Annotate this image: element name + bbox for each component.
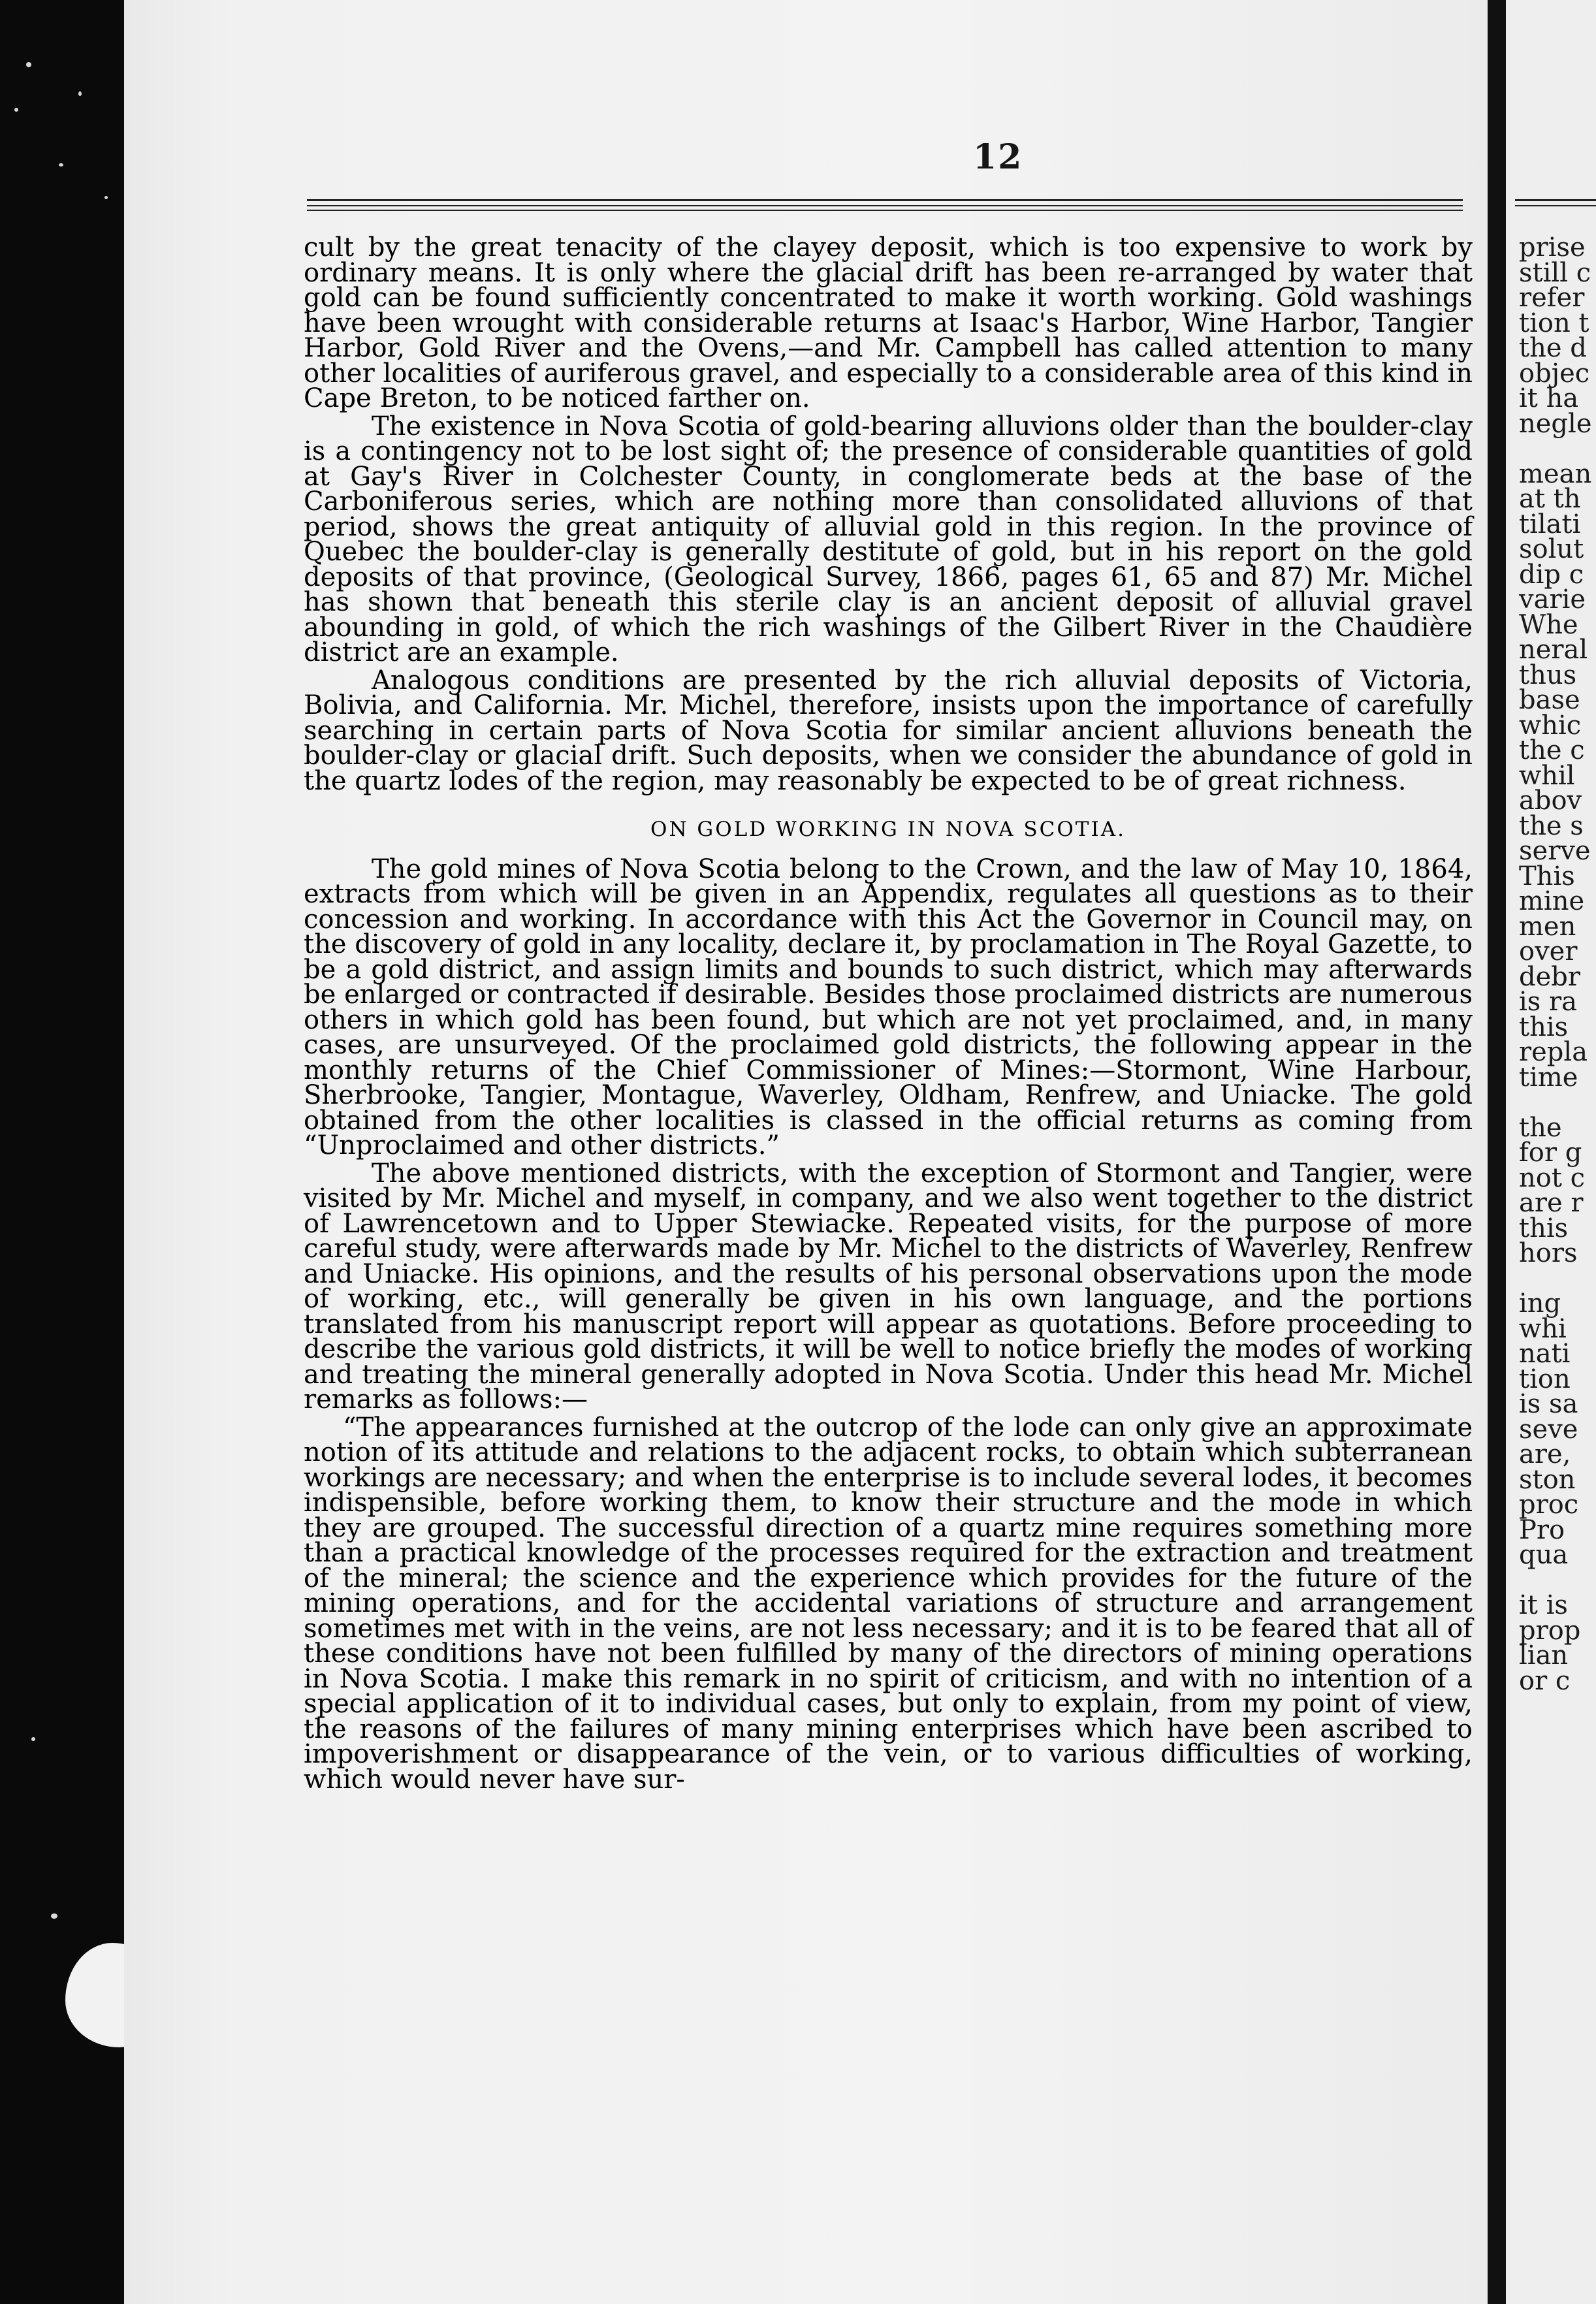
facing-page-line: at th bbox=[1519, 484, 1581, 514]
facing-page-line: this bbox=[1519, 1012, 1569, 1042]
quotation-paragraph: “The appearances furnished at the outcrop of the lode can only give an approximate notion of its attitude and relations to the adjacent rocks, to obtain which subterranean workings are necessary; and when the enterprise is to include several lodes, it becomes indispensible, before working them, to know their structure and the mode in which they are grouped. The successful direction of a quartz mine requires something more than a practical knowledge of the processes required for the extraction and treatment of the mineral; the science and the experience which provides for the future of the mining operations, and for the accidental variations of structure and arrangement sometimes met with in the veins, are not less necessary; and it is to be feared that all of these conditions have not been fulfilled by many of the directors of mining operations in Nova Scotia. I make this remark in no spirit of criticism, and with no intention of a special application of it to individual cases, but only to explain, from my point of view, the reasons of the failures of many mining enterprises which have been ascribed to impoverishment or disappearance of the vein, or to various difficulties of working, which would never have sur- bbox=[304, 1412, 1473, 1795]
facing-page-line bbox=[1519, 1266, 1596, 1292]
dust-speck bbox=[59, 163, 63, 167]
page-gutter bbox=[1488, 0, 1506, 2304]
facing-page-line: mine bbox=[1519, 886, 1585, 916]
facing-page-line: dip c bbox=[1519, 559, 1584, 590]
header-rule bbox=[1515, 199, 1596, 201]
facing-page-line: time bbox=[1519, 1062, 1578, 1093]
facing-page-line: nati bbox=[1519, 1339, 1571, 1369]
facing-page-line: the c bbox=[1519, 735, 1585, 765]
page-number: 12 bbox=[973, 137, 1023, 177]
facing-page-line: whi bbox=[1519, 1313, 1567, 1344]
facing-page-line: negle bbox=[1519, 408, 1592, 439]
facing-page-line: it ha bbox=[1519, 383, 1579, 413]
facing-page-line: the bbox=[1519, 1112, 1562, 1143]
facing-page-line: varie bbox=[1519, 584, 1586, 615]
facing-page-line: neral bbox=[1519, 635, 1588, 665]
dust-speck bbox=[26, 62, 31, 67]
header-rule bbox=[307, 205, 1463, 206]
header-rule bbox=[307, 199, 1463, 201]
dust-speck bbox=[31, 1737, 35, 1741]
facing-page-line: base bbox=[1519, 685, 1580, 715]
facing-page-line: objec bbox=[1519, 358, 1590, 389]
dust-speck bbox=[78, 91, 82, 96]
facing-page-line: tilati bbox=[1519, 509, 1581, 539]
facing-page-line: men bbox=[1519, 911, 1576, 942]
facing-page-line: are, bbox=[1519, 1439, 1571, 1469]
facing-page-line: whil bbox=[1519, 760, 1575, 791]
facing-page-line: the s bbox=[1519, 810, 1584, 841]
paragraph: The existence in Nova Scotia of gold-bearing alluvions older than the boulder-clay is a contingency not to be lost sight of; the presence of considerable quantities of gold at Gay's River in Colchester County, in conglomerate beds at the base of the Carboniferous series, which are nothing more than consolidated alluvions of that period, shows the great antiquity of alluvial gold in this region. In the province of Quebec the boulder-clay is generally destitute of gold, but in his report on the gold deposits of that province, (Geological Survey, 1866, pages 61, 65 and 87) Mr. Michel has shown that beneath this sterile clay is an ancient deposit of alluvial gravel abounding in gold, of which the rich washings of the Gilbert River in the Chaudière district are an example. bbox=[304, 411, 1473, 667]
facing-page-line bbox=[1519, 1090, 1596, 1115]
section-heading: ON GOLD WORKING IN NOVA SCOTIA. bbox=[650, 818, 1126, 841]
header-rule bbox=[1515, 205, 1596, 206]
facing-page-line: abov bbox=[1519, 786, 1582, 816]
facing-page-line: are r bbox=[1519, 1188, 1584, 1218]
facing-page-line bbox=[1519, 1568, 1596, 1593]
facing-page-line: not c bbox=[1519, 1162, 1586, 1193]
facing-page-line: lian bbox=[1519, 1640, 1569, 1671]
dust-speck bbox=[104, 196, 108, 199]
facing-page-line: tion t bbox=[1519, 308, 1589, 338]
facing-page-text bbox=[1519, 232, 1596, 1696]
facing-page-line: is ra bbox=[1519, 987, 1578, 1017]
body-text bbox=[304, 232, 1473, 1795]
facing-page-line: for g bbox=[1519, 1138, 1582, 1168]
facing-page-line: prise bbox=[1519, 232, 1586, 263]
paragraph: cult by the great tenacity of the clayey deposit, which is too expensive to work by ordinary means. It is only where the glacial drift has been re-arranged by water that gold can be found sufficiently concentrated to make it worth working. Gold washings have been wrought with considerable returns at Isaac's Harbor, Wine Harbor, Tangier Harbor, Gold River and the Ovens,—and Mr. Campbell has called attention to many other localities of auriferous gravel, and especially to a considerable area of this kind in Cape Breton, to be noticed farther on. bbox=[304, 232, 1473, 413]
facing-page-line: is sa bbox=[1519, 1389, 1578, 1419]
facing-page-line: thus bbox=[1519, 660, 1577, 690]
paragraph: The gold mines of Nova Scotia belong to the Crown, and the law of May 10, 1864, extracts from which will be given in an Appendix, regulates all questions as to their concession and working. In accordance with this Act the Governor in Council may, on the discovery of gold in any locality, declare it, by proclamation in The Royal Gazette, to be a gold district, and assign limits and bounds to such district, which may afterwards be enlarged or contracted if desirable. Besides those proclaimed districts are numerous others in which gold has been found, but which are not yet proclaimed, and, in many cases, are unsurveyed. Of the proclaimed gold districts, the following appear in the monthly returns of the Chief Commissioner of Mines:—Stormont, Wine Harbour, Sherbrooke, Tangier, Montague, Waverley, Oldham, Renfrew, and Uniacke. The gold obtained from the other localities is classed in the official returns as coming from “Unproclaimed and other districts.” bbox=[304, 854, 1473, 1160]
header-rule bbox=[307, 210, 1463, 211]
facing-page-line: or c bbox=[1519, 1665, 1571, 1696]
facing-page-line: ing bbox=[1519, 1288, 1561, 1319]
facing-page-line: mean bbox=[1519, 458, 1592, 489]
facing-page-line: seve bbox=[1519, 1414, 1578, 1445]
facing-page-line: tion bbox=[1519, 1364, 1571, 1394]
facing-page-line: repla bbox=[1519, 1037, 1588, 1067]
facing-page-line: over bbox=[1519, 936, 1578, 967]
facing-page-line: This bbox=[1519, 861, 1575, 891]
facing-page-line: refer bbox=[1519, 283, 1585, 313]
facing-page-line: whic bbox=[1519, 710, 1582, 741]
dust-speck bbox=[51, 1913, 57, 1919]
facing-page-line: serve bbox=[1519, 836, 1591, 866]
facing-page-line: ston bbox=[1519, 1464, 1576, 1495]
facing-page-line: qua bbox=[1519, 1540, 1569, 1570]
facing-page-line: prop bbox=[1519, 1615, 1581, 1646]
facing-page-line: debr bbox=[1519, 961, 1581, 992]
facing-page-line bbox=[1519, 436, 1596, 462]
facing-page-line: it is bbox=[1519, 1590, 1568, 1620]
facing-page bbox=[1506, 0, 1596, 2304]
facing-page-line: the d bbox=[1519, 333, 1587, 363]
facing-page-line: this bbox=[1519, 1213, 1569, 1243]
facing-page-line: still c bbox=[1519, 257, 1591, 288]
paragraph: Analogous conditions are presented by the rich alluvial deposits of Victoria, Bolivia, and California. Mr. Michel, therefore, insists upon the importance of carefully searching in certain parts of Nova Scotia for similar ancient alluvions beneath the boulder-clay or glacial drift. Such deposits, when we consider the abundance of gold in the quartz lodes of the region, may reasonably be expected to be of great richness. bbox=[304, 665, 1473, 796]
paragraph: The above mentioned districts, with the exception of Stormont and Tangier, were visited by Mr. Michel and myself, in company, and we also went together to the district of Lawrencetown and to Upper Stewiacke. Repeated visits, for the purpose of more careful study, were afterwards made by Mr. Michel to the districts of Waverley, Renfrew and Uniacke. His opinions, and the results of his personal observations upon the mode of working, etc., will generally be given in his own language, and the portions translated from his manuscript report will appear as quotations. Before proceeding to describe the various gold districts, it will be well to notice briefly the modes of working and treating the mineral generally adopted in Nova Scotia. Under this head Mr. Michel remarks as follows:— bbox=[304, 1158, 1473, 1415]
facing-page-line: Whe bbox=[1519, 609, 1578, 640]
facing-page-line: proc bbox=[1519, 1490, 1579, 1520]
facing-page-line: hors bbox=[1519, 1238, 1578, 1268]
dust-speck bbox=[14, 108, 18, 112]
facing-page-line: Pro bbox=[1519, 1514, 1565, 1545]
facing-page-line: solut bbox=[1519, 534, 1584, 564]
